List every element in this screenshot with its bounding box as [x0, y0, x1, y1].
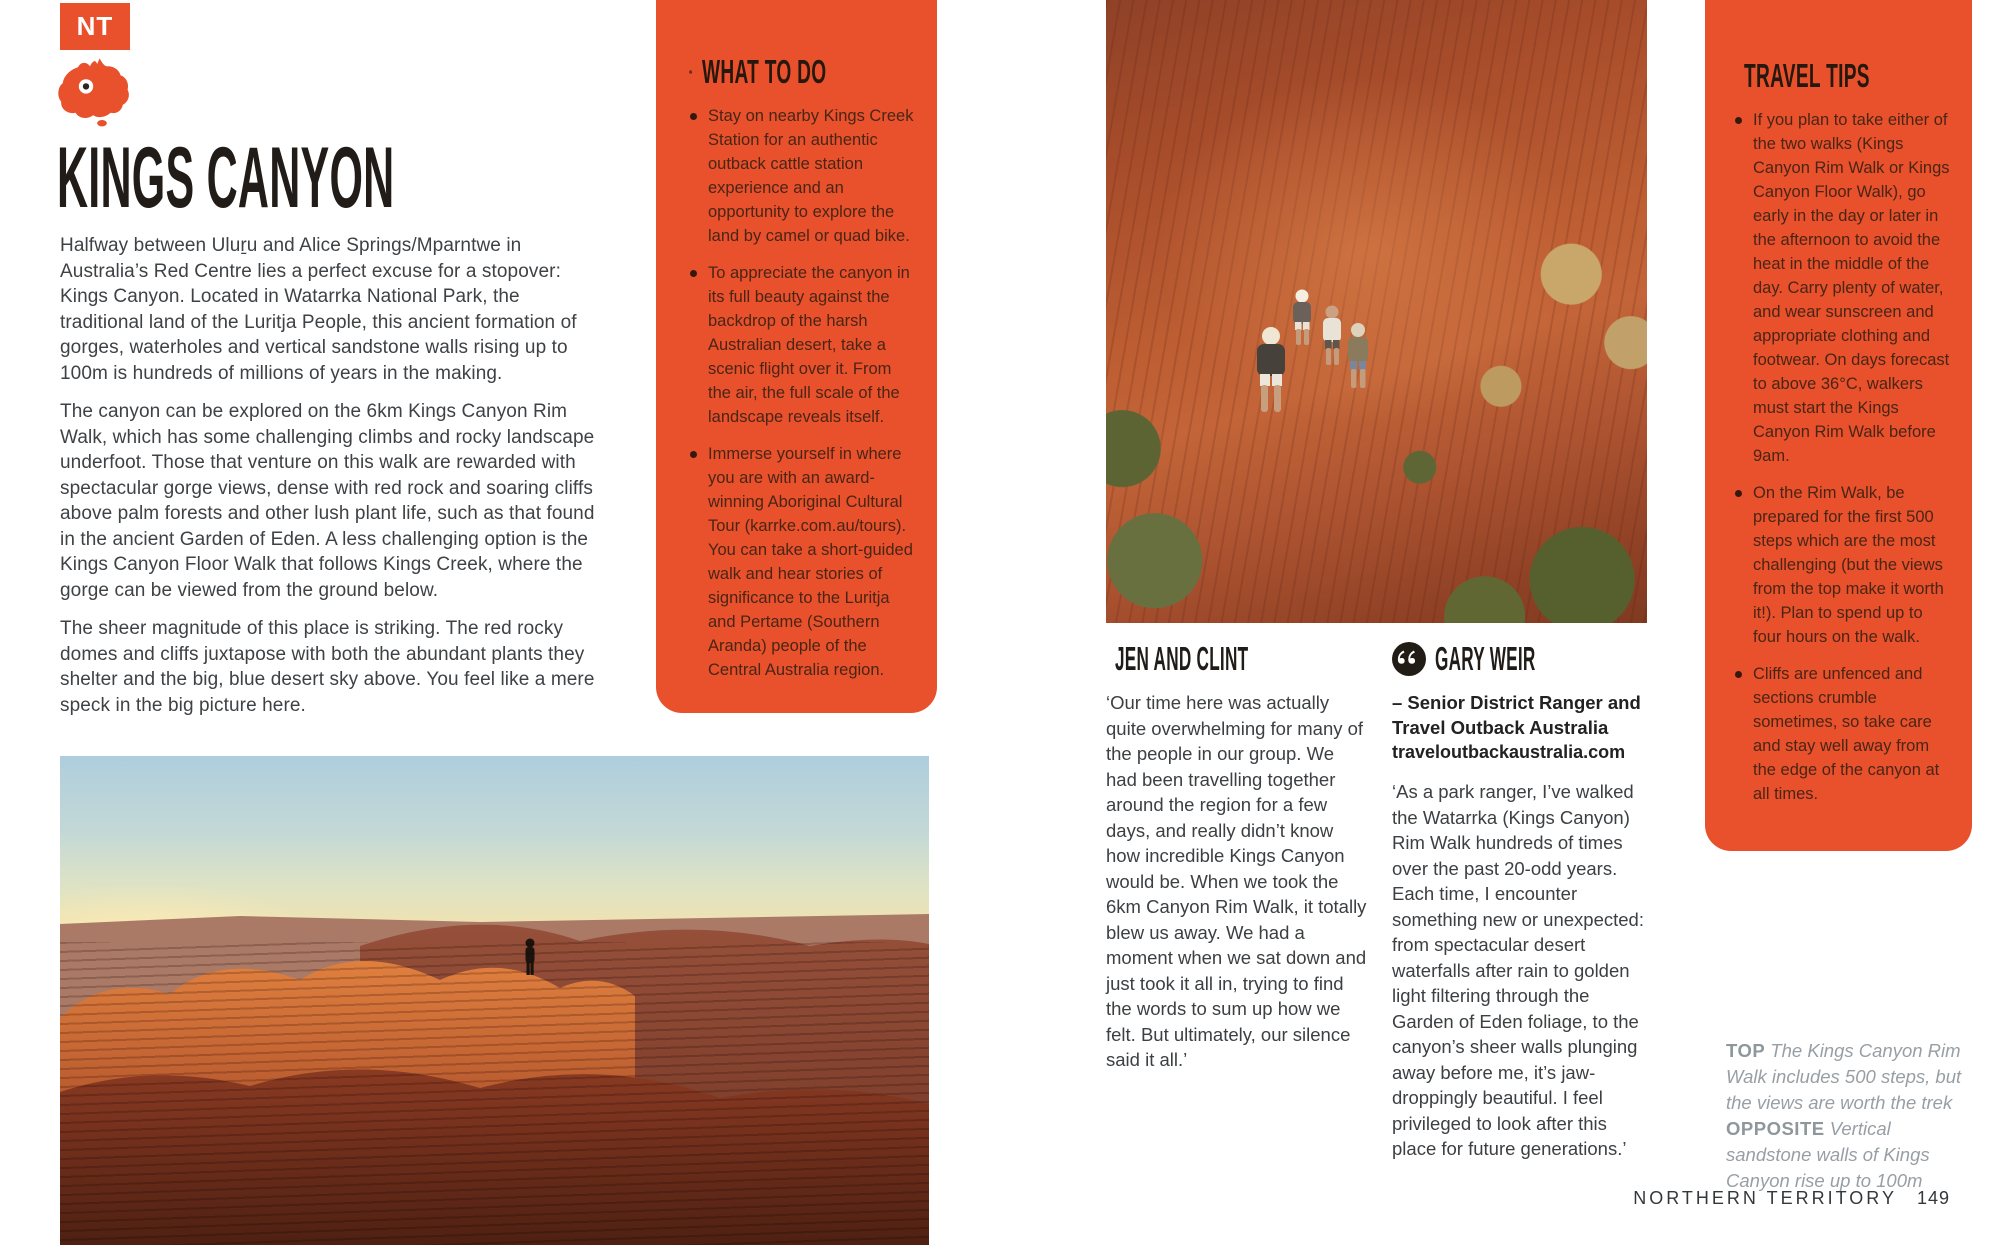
page-footer — [1633, 1188, 1950, 1209]
quote-text: ‘Our time here was actually quite overwhelming for many of the people in our group. We had been travelling together around the region for a few days, and really didn’t know how incredible Kings Canyon would be. When we took the 6km Canyon Rim Walk, it totally blew us away. We had a moment when we sat down and just took it all in, trying to find the words to sum up how we felt. But ultimately, our silence said it all.’ — [1106, 692, 1367, 1070]
list-item: To appreciate the canyon in its full beauty against the backdrop of the harsh Australian desert, take a scenic flight over it. From the air, the full scale of the landscape reveals itself. — [689, 261, 917, 429]
list-item: On the Rim Walk, be prepared for the first 500 steps which are the most challenging (but the views from the top make it worth it!). Plan to spend up to four hours on the walk. — [1734, 481, 1952, 649]
travel-tips-box — [1705, 0, 1972, 851]
australia-map-icon — [54, 54, 134, 130]
quote-attribution: – Senior District Ranger and Travel Outback Australia — [1392, 692, 1641, 738]
list-item: Immerse yourself in where you are with an award-winning Aboriginal Cultural Tour (karrke.com.au/tours). You can take a short-guided walk and hear stories of significance to the Luritja and Pertame (Southern Aranda) people of the Central Australia region. — [689, 442, 917, 682]
what-to-do-list — [689, 104, 917, 682]
article-body — [60, 233, 608, 731]
article-paragraph: The sheer magnitude of this place is striking. The red rocky domes and cliffs juxtapose with both the abundant plants they shelter and the big, blue desert sky above. You feel like a mere speck in the big picture here. — [60, 618, 595, 716]
quote-text: ‘As a park ranger, I’ve walked the Watarrka (Kings Canyon) Rim Walk hundreds of times over the past 20-odd years. Each time, I encounter something new or unexpected: from spectacular desert waterfalls after rain to golden light filtering through the Garden of Eden foliage, to the canyon’s sheer walls plunging away before me, it’s jaw-droppingly beautiful. I feel privileged to look after this place for future generations.’ — [1392, 781, 1644, 1159]
list-item: Stay on nearby Kings Creek Station for an authentic outback cattle station experience and an opportunity to explore the land by camel or quad bike. — [689, 104, 917, 248]
hiker-figure — [1348, 323, 1368, 388]
what-to-do-title: WHAT TO DO — [702, 53, 827, 90]
hiker-figure — [1257, 327, 1285, 412]
quote-name: JEN AND CLINT — [1115, 640, 1249, 677]
hiker-figure — [1323, 306, 1341, 366]
caption-label: TOP — [1726, 1040, 1766, 1061]
list-item: Cliffs are unfenced and sections crumble sometimes, so take care and stay well away from the edge of the canyon at all times. — [1734, 662, 1952, 806]
footer-section: NORTHERN TERRITORY — [1633, 1188, 1897, 1208]
photo-caption — [1726, 1038, 1968, 1194]
quote-website-link[interactable]: traveloutbackaustralia.com — [1392, 742, 1626, 762]
article-paragraph: The canyon can be explored on the 6km Kings Canyon Rim Walk, which has some challenging climbs and rocky landscape underfoot. Those that venture on this walk are rewarded with spectacular gorge views, dense with red rock and soaring cliffs above palm forests and other lush plant life, such as that found in the ancient Garden of Eden. A less challenging option is the Kings Canyon Floor Walk that follows Kings Creek, where the gorge can be viewed from the ground below. — [60, 401, 595, 601]
quote-gary-weir — [1392, 640, 1654, 1162]
hikers-silhouettes — [1106, 0, 1647, 623]
travel-tips-header — [1734, 56, 1952, 96]
what-to-do-header — [689, 52, 917, 92]
caption-text: The Kings Canyon Rim Walk includes 500 steps, but the views are worth the trek — [1726, 1040, 1962, 1113]
travel-tips-title: TRAVEL TIPS — [1744, 57, 1870, 94]
photo-canyon-sunset — [60, 756, 929, 1245]
quote-name: GARY WEIR — [1435, 640, 1536, 677]
what-to-do-box — [656, 0, 937, 713]
list-item: If you plan to take either of the two walks (Kings Canyon Rim Walk or Kings Canyon Floor Walk), go early in the day or later in the afternoon to avoid the heat in the middle of the day. Carry plenty of water, and wear sunscreen and appropriate clothing and footwear. On days forecast to above 36°C, walkers must start the Kings Canyon Rim Walk before 9am. — [1734, 108, 1952, 468]
hiker-figure — [1293, 290, 1311, 346]
caption-text: Vertical sandstone walls of Kings Canyon rise up to 100m — [1726, 1118, 1930, 1191]
region-badge: NT — [60, 3, 130, 50]
article-paragraph: Halfway between Uluṟu and Alice Springs/Mparntwe in Australia’s Red Centre lies a perfect excuse for a stopover: Kings Canyon. Located in Watarrka National Park, the traditional land of the Luritja People, this ancient formation of gorges, waterholes and vertical sandstone walls rising up to 100m is hundreds of millions of years in the making. — [60, 235, 577, 384]
travel-tips-list — [1734, 108, 1952, 806]
photo-hikers-on-rim-walk — [1106, 0, 1647, 623]
quote-icon — [1392, 642, 1426, 676]
page-title: KINGS CANYON — [57, 130, 395, 226]
backpack-icon — [689, 52, 692, 92]
photo-strata-texture — [60, 942, 929, 1245]
quote-jen-and-clint — [1106, 640, 1368, 1073]
quote-header — [1392, 640, 1654, 678]
caption-label: OPPOSITE — [1726, 1118, 1825, 1139]
page-number: 149 — [1916, 1188, 1950, 1208]
quote-header — [1106, 640, 1368, 678]
